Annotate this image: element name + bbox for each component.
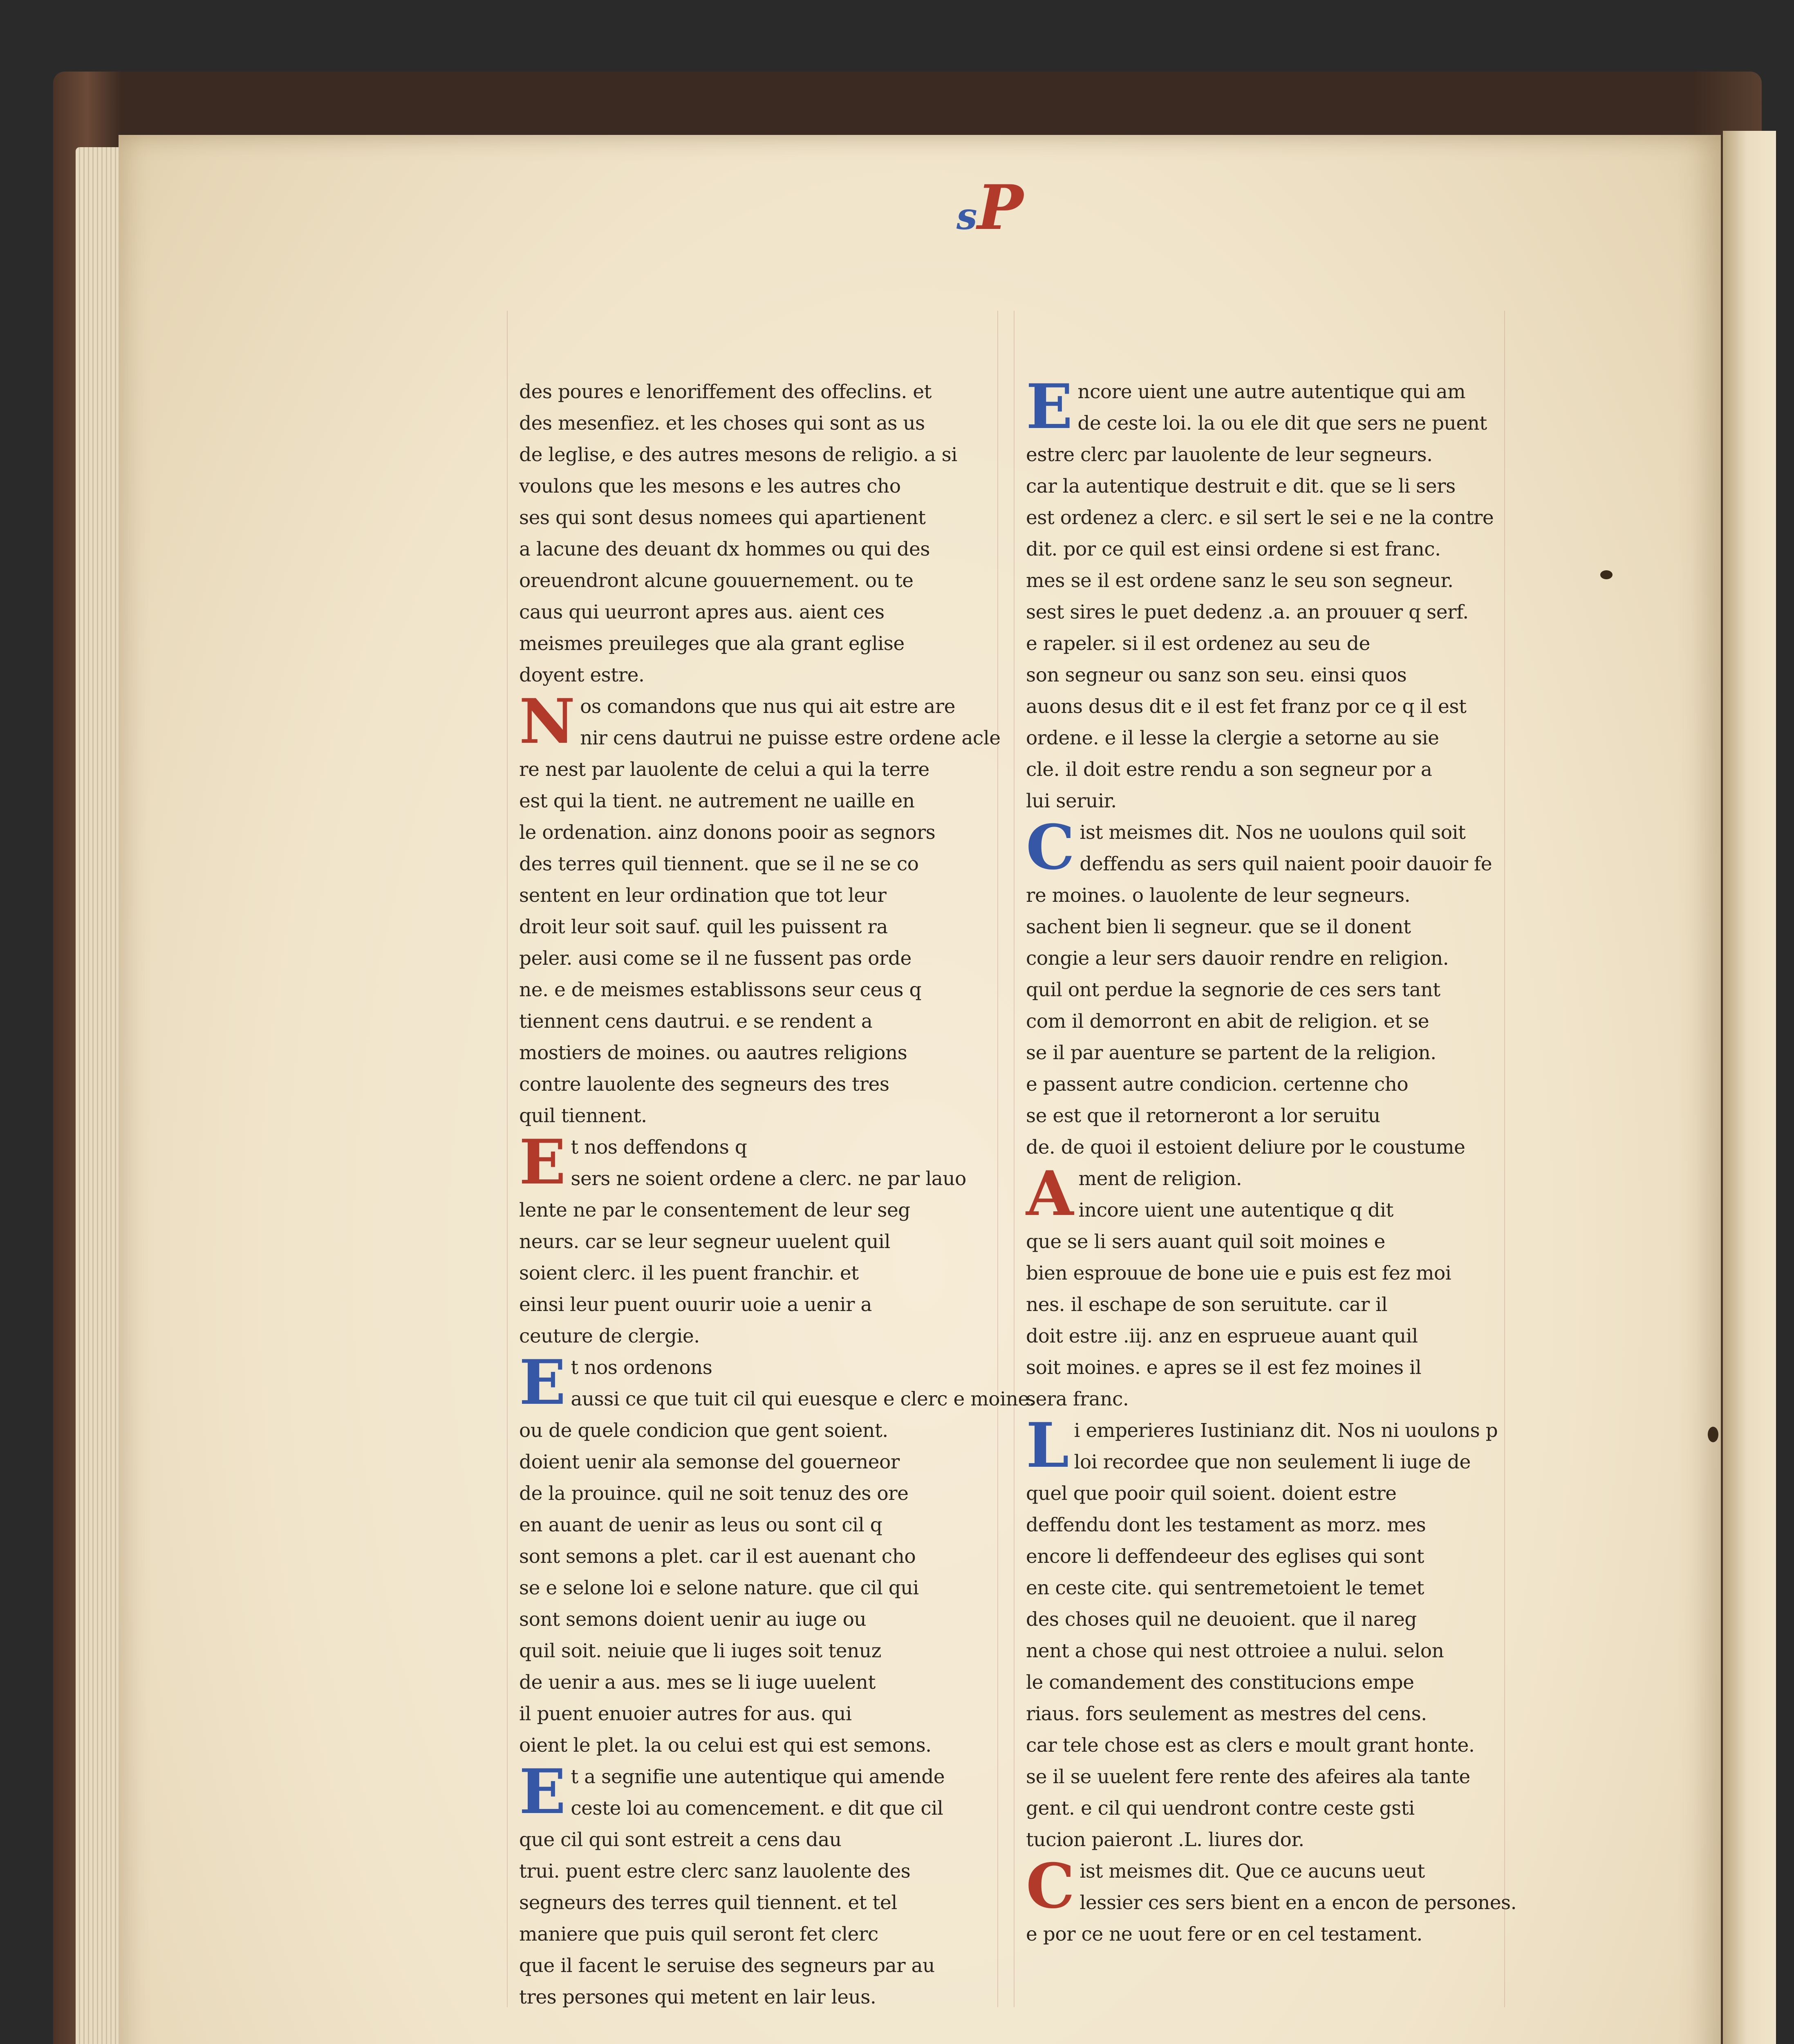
text-line: car la autentique destruit e dit. que se li sers: [1026, 475, 1456, 498]
text-line: congie a leur sers dauoir rendre en religion.: [1026, 947, 1449, 970]
text-line: t nos deffendons q: [571, 1136, 747, 1159]
text-line: ncore uient une autre autentique qui am: [1077, 381, 1466, 403]
text-line: ses qui sont desus nomees qui apartienent: [519, 507, 926, 529]
text-line: sachent bien li segneur. que se il donent: [1026, 916, 1411, 938]
text-line: lente ne par le consentement de leur seg: [519, 1199, 910, 1221]
text-line: ne. e de meismes establissons seur ceus q: [519, 979, 922, 1001]
text-line: loi recordee que non seulement li iuge de: [1074, 1451, 1471, 1473]
decorated-initial: E: [519, 1756, 566, 1828]
text-line: des terres quil tiennent. que se il ne se co: [519, 853, 919, 875]
text-line: segneurs des terres quil tiennent. et tel: [519, 1892, 897, 1914]
text-line: des mesenfiez. et les choses qui sont as us: [519, 412, 925, 435]
text-line: sentent en leur ordination que tot leur: [519, 884, 887, 907]
text-line: re moines. o lauolente de leur segneurs.: [1026, 884, 1411, 907]
text-line: cle. il doit estre rendu a son segneur por a: [1026, 758, 1432, 781]
text-line: e passent autre condicion. certenne cho: [1026, 1073, 1409, 1096]
text-line: soit moines. e apres se il est fez moines il: [1026, 1356, 1422, 1379]
paragraph: [1026, 1850, 1517, 1950]
text-line: quil ont perdue la segnorie de ces sers tant: [1026, 979, 1440, 1001]
text-line: droit leur soit sauf. quil les puissent ra: [519, 916, 888, 938]
text-line: que cil qui sont estreit a cens dau: [519, 1829, 842, 1851]
text-line: oreuendront alcune gouuernement. ou te: [519, 569, 914, 592]
text-line: peler. ausi come se il ne fussent pas orde: [519, 947, 912, 970]
text-line: soient clerc. il les puent franchir. et: [519, 1262, 859, 1284]
decorated-initial: E: [1026, 371, 1073, 443]
text-line: ment de religion.: [1078, 1168, 1242, 1190]
paragraph: [519, 1756, 985, 2013]
text-line: de la prouince. quil ne soit tenuz des ore: [519, 1482, 909, 1505]
text-line: sont semons a plet. car il est auenant cho: [519, 1545, 916, 1568]
paragraph: [519, 686, 1001, 1132]
text-line: se est que il retorneront a lor seruitu: [1026, 1105, 1380, 1127]
text-line: riaus. fors seulement as mestres del cens.: [1026, 1703, 1427, 1725]
text-line: tres persones qui metent en lair leus.: [519, 1986, 876, 2008]
decorated-initial: L: [1026, 1410, 1069, 1481]
text-line: lessier ces sers bient en a encon de persones.: [1080, 1892, 1517, 1914]
text-line: t a segnifie une autentique qui amende: [571, 1766, 945, 1788]
decorated-initial: E: [519, 1126, 566, 1198]
text-line: tucion paieront .L. liures dor.: [1026, 1829, 1304, 1851]
text-line: deffendu as sers quil naient pooir dauoir fe: [1080, 853, 1492, 875]
left-text-column: [519, 376, 1035, 2013]
text-line: tiennent cens dautrui. e se rendent a: [519, 1010, 873, 1033]
paragraph: [1026, 371, 1494, 817]
ruling-line: [997, 311, 998, 2007]
text-line: re nest par lauolente de celui a qui la terre: [519, 758, 929, 781]
text-line: nent a chose qui nest ottroiee a nului. selon: [1026, 1640, 1444, 1662]
text-line: nes. il eschape de son seruitute. car il: [1026, 1293, 1388, 1316]
text-line: se il par auenture se partent de la religion.: [1026, 1042, 1436, 1064]
text-line: contre lauolente des segneurs des tres: [519, 1073, 889, 1096]
text-line: e por ce ne uout fere or en cel testament.: [1026, 1923, 1422, 1945]
text-line: sest sires le puet dedenz .a. an prouuer q serf.: [1026, 601, 1469, 623]
text-line: mostiers de moines. ou aautres religions: [519, 1042, 907, 1064]
text-line: aussi ce que tuit cil qui euesque e clerc e moine.: [571, 1388, 1035, 1410]
text-line: einsi leur puent ouurir uoie a uenir a: [519, 1293, 872, 1316]
text-line: sont semons doient uenir au iuge ou: [519, 1608, 867, 1631]
text-line: dit. por ce quil est einsi ordene si est franc.: [1026, 538, 1441, 560]
text-line: ordene. e il lesse la clergie a setorne au sie: [1026, 727, 1439, 749]
text-line: sera franc.: [1026, 1388, 1129, 1410]
text-line: des choses quil ne deuoient. que il nareg: [1026, 1608, 1417, 1631]
text-line: caus qui ueurront apres aus. aient ces: [519, 601, 885, 623]
decorated-initial: C: [1026, 811, 1075, 883]
ruling-line: [1014, 311, 1015, 2007]
text-line: gent. e cil qui uendront contre ceste gsti: [1026, 1797, 1415, 1820]
paragraph: [1026, 811, 1492, 1163]
text-line: neurs. car se leur segneur uuelent quil: [519, 1230, 890, 1253]
ink-stain: [1708, 1427, 1718, 1442]
text-line: sers ne soient ordene a clerc. ne par lauo: [571, 1168, 966, 1190]
text-line: de. de quoi il estoient deliure por le coustume: [1026, 1136, 1465, 1159]
text-line: lui seruir.: [1026, 790, 1117, 812]
text-line: bien esprouue de bone uie e puis est fez moi: [1026, 1262, 1451, 1284]
text-line: ceuture de clergie.: [519, 1325, 700, 1347]
ruling-line: [1504, 311, 1505, 2007]
text-line: quil soit. neiuie que li iuges soit tenuz: [519, 1640, 881, 1662]
text-line: doient uenir ala semonse del gouerneor: [519, 1451, 900, 1473]
decorated-initial: A: [1026, 1158, 1074, 1230]
ruling-line: [507, 311, 508, 2007]
text-line: est ordenez a clerc. e sil sert le sei e ne la contre: [1026, 507, 1494, 529]
text-line: auons desus dit e il est fet franz por ce q il est: [1026, 695, 1467, 718]
text-line: voulons que les mesons e les autres cho: [519, 475, 901, 498]
text-line: de ceste loi. la ou ele dit que sers ne puent: [1077, 412, 1487, 435]
text-line: il puent enuoier autres for aus. qui: [519, 1703, 852, 1725]
text-line: nir cens dautrui ne puisse estre ordene acle: [580, 727, 1001, 749]
right-text-column: [1026, 371, 1517, 1950]
paragraph: [1026, 1158, 1492, 1415]
text-line: os comandons que nus qui ait estre are: [580, 695, 955, 718]
text-line: a lacune des deuant dx hommes ou qui des: [519, 538, 930, 560]
text-line: ist meismes dit. Que ce aucuns ueut: [1080, 1860, 1425, 1883]
text-line: ou de quele condicion que gent soient.: [519, 1419, 888, 1442]
text-line: encore li deffendeeur des eglises qui sont: [1026, 1545, 1424, 1568]
paragraph: [519, 376, 985, 691]
text-line: i emperieres Iustinianz dit. Nos ni uoulons p: [1074, 1419, 1498, 1442]
text-line: deffendu dont les testament as morz. mes: [1026, 1514, 1426, 1536]
ink-stain: [1600, 570, 1613, 579]
text-line: le ordenation. ainz donons pooir as segnors: [519, 821, 936, 844]
text-line: trui. puent estre clerc sanz lauolente des: [519, 1860, 911, 1883]
text-line: quel que pooir quil soient. doient estre: [1026, 1482, 1397, 1505]
text-line: que il facent le seruise des segneurs par au: [519, 1954, 935, 1977]
text-line: estre clerc par lauolente de leur segneurs.: [1026, 444, 1433, 466]
decorated-initial: E: [519, 1347, 566, 1419]
text-line: son segneur ou sanz son seu. einsi quos: [1026, 664, 1407, 686]
text-line: e rapeler. si il est ordenez au seu de: [1026, 632, 1370, 655]
quire-mark: sP: [956, 172, 1024, 244]
text-line: car tele chose est as clers e moult grant honte.: [1026, 1734, 1475, 1757]
text-line: maniere que puis quil seront fet clerc: [519, 1923, 878, 1945]
text-line: t nos ordenons: [571, 1356, 712, 1379]
text-line: ist meismes dit. Nos ne uoulons quil soit: [1080, 821, 1466, 844]
paragraph: [519, 1126, 985, 1352]
text-line: que se li sers auant quil soit moines e: [1026, 1230, 1385, 1253]
decorated-initial: C: [1026, 1850, 1075, 1922]
text-line: se il se uuelent fere rente des afeires ala tante: [1026, 1766, 1470, 1788]
text-line: en ceste cite. qui sentremetoient le temet: [1026, 1577, 1424, 1599]
text-line: est qui la tient. ne autrement ne uaille en: [519, 790, 915, 812]
paragraph: [1026, 1410, 1498, 1856]
decorated-initial: N: [519, 686, 576, 758]
text-line: ceste loi au comencement. e dit que cil: [571, 1797, 943, 1820]
text-line: com il demorront en abit de religion. et se: [1026, 1010, 1429, 1033]
facing-page-edge: [1723, 131, 1776, 2044]
text-line: mes se il est ordene sanz le seu son segneur.: [1026, 569, 1454, 592]
text-line: doyent estre.: [519, 664, 645, 686]
text-line: se e selone loi e selone nature. que cil qui: [519, 1577, 919, 1599]
text-line: incore uient une autentique q dit: [1078, 1199, 1393, 1221]
text-line: de uenir a aus. mes se li iuge uuelent: [519, 1671, 876, 1694]
text-line: oient le plet. la ou celui est qui est semons.: [519, 1734, 932, 1757]
text-line: quil tiennent.: [519, 1105, 647, 1127]
text-line: doit estre .iij. anz en esprueue auant quil: [1026, 1325, 1418, 1347]
text-line: en auant de uenir as leus ou sont cil q: [519, 1514, 882, 1536]
text-line: meismes preuileges que ala grant eglise: [519, 632, 905, 655]
paragraph: [519, 1347, 1035, 1761]
text-line: le comandement des constitucions empe: [1026, 1671, 1414, 1694]
text-line: des poures e lenoriffement des offeclins. et: [519, 381, 932, 403]
text-line: de leglise, e des autres mesons de religio. a si: [519, 444, 957, 466]
